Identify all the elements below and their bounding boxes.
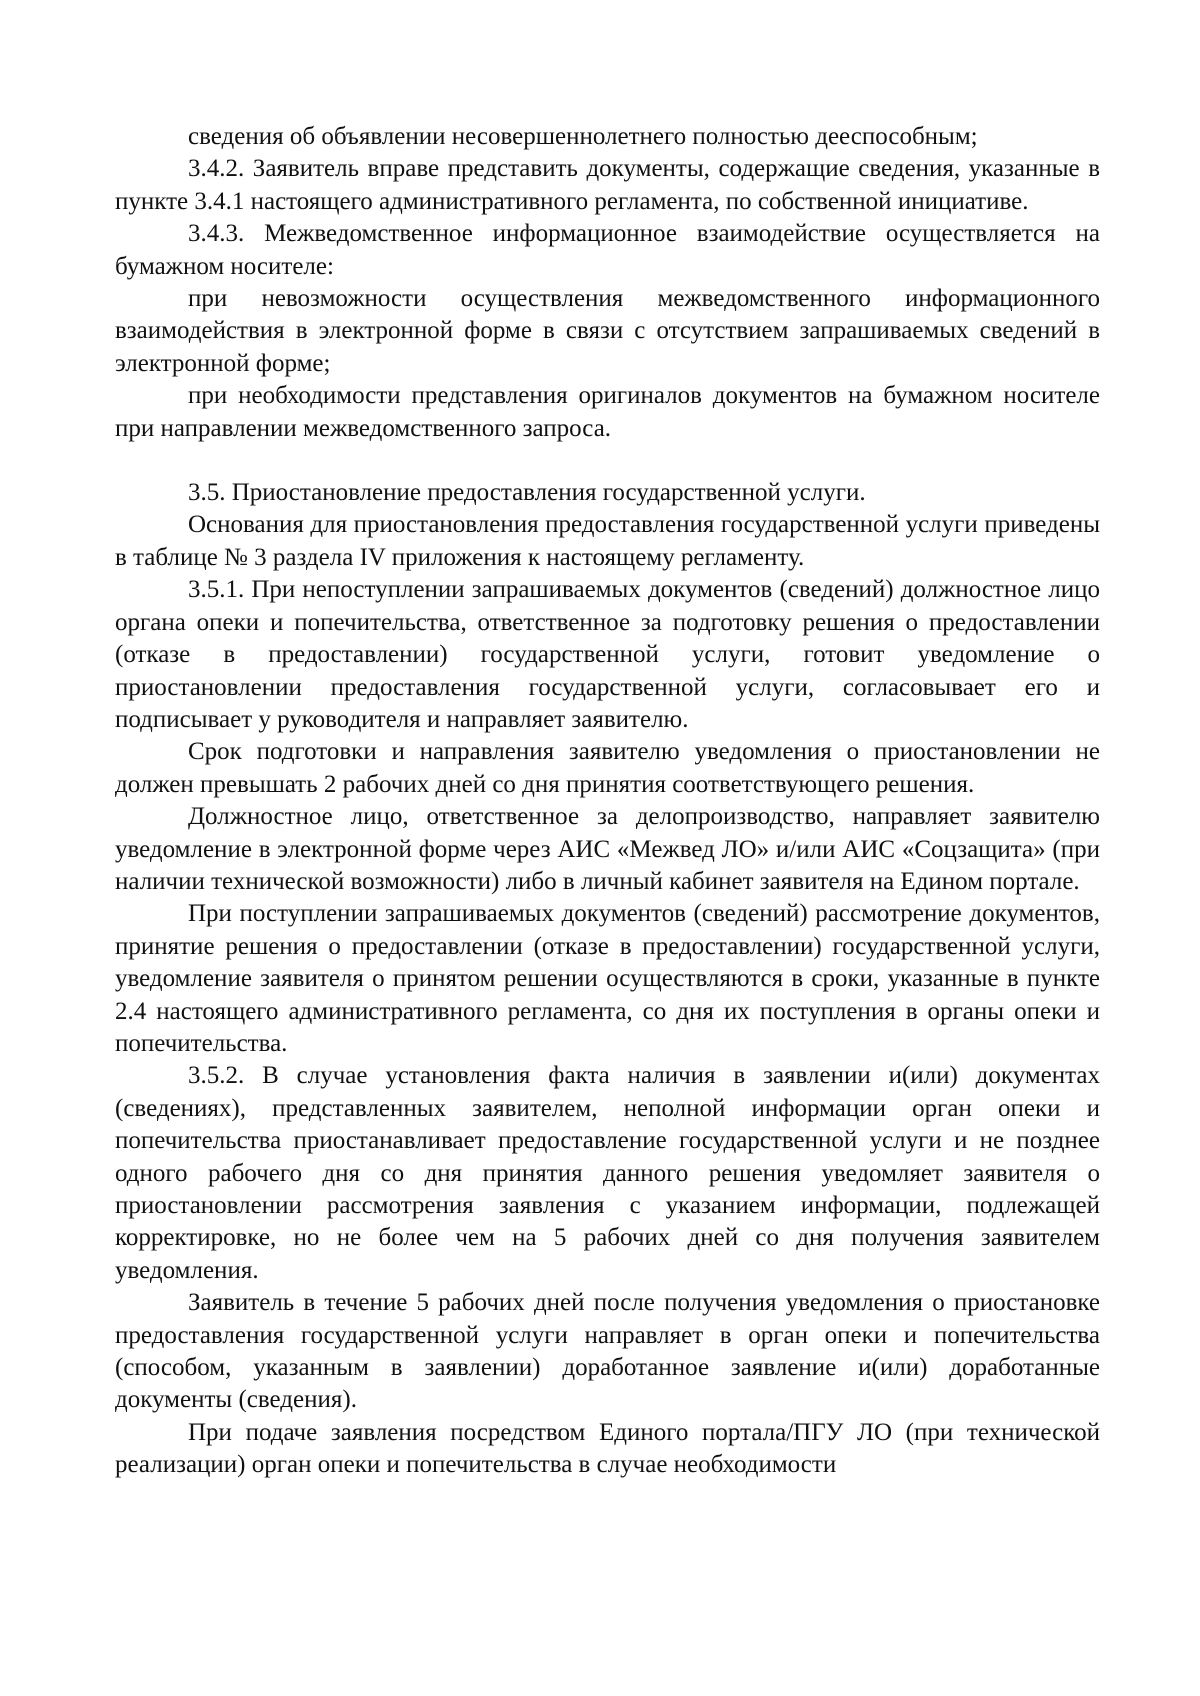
paragraph-no-electronic-exchange: при невозможности осуществления межведомственного информационного взаимодействия в электронной форме в связи с отсутствием запрашиваемых сведений в электронной форме; <box>115 285 1100 377</box>
paragraph-notice-deadline: Срок подготовки и направления заявителю уведомления о приостановлении не должен превышать 2 рабочих дней со дня принятия соответствующего решения. <box>115 738 1100 798</box>
paragraph-3-5-2: 3.5.2. В случае установления факта наличия в заявлении и(или) документах (сведениях), представленных заявителем, неполной информации орган опеки и попечительства приостанавливает предоставление государственной услуги и не позднее одного рабочего дня со дня принятия данного решения уведомляет заявителя о приостановлении рассмотрения заявления с указанием информации, подлежащей корректировке, но не более чем на 5 рабочих дней со дня получения заявителем уведомления. <box>115 1062 1100 1284</box>
paragraph-documents-received: При поступлении запрашиваемых документов (сведений) рассмотрение документов, принятие решения о предоставлении (отказе в предоставлении) государственной услуги, уведомление заявителя о принятом решении осуществляются в сроки, указанные в пункте 2.4 настоящего административного регламента, со дня их поступления в органы опеки и попечительства. <box>115 900 1100 1057</box>
paragraph-3-5-1: 3.5.1. При непоступлении запрашиваемых документов (сведений) должностное лицо органа опеки и попечительства, ответственное за подготовку решения о предоставлении (отказе в предоставлении) государственной услуги, готовит уведомление о приостановлении предоставления государственной услуги, согласовывает его и подписывает у руководителя и направляет заявителю. <box>115 576 1100 733</box>
paragraph-portal-submission: При подаче заявления посредством Единого портала/ПГУ ЛО (при технической реализации) орган опеки и попечительства в случае необходимости <box>115 1418 1100 1479</box>
paragraph-minor-emancipation: сведения об объявлении несовершеннолетнего полностью дееспособным; <box>188 123 978 150</box>
section-spacer <box>115 445 1100 477</box>
paragraph-originals-required: при необходимости представления оригиналов документов на бумажном носителе при направлении межведомственного запроса. <box>115 382 1100 442</box>
paragraph-3-4-2: 3.4.2. Заявитель вправе представить документы, содержащие сведения, указанные в пункте 3.4.1 настоящего административного регламента, по собственной инициативе. <box>115 155 1100 215</box>
paragraph-electronic-notice: Должностное лицо, ответственное за делопроизводство, направляет заявителю уведомление в электронной форме через АИС «Межвед ЛО» и/или АИС «Соцзащита» (при наличии технической возможности) либо в личный кабинет заявителя на Едином портале. <box>115 803 1100 895</box>
section-heading-3-5: 3.5. Приостановление предоставления государственной услуги. <box>188 479 866 507</box>
paragraph-suspension-grounds: Основания для приостановления предоставления государственной услуги приведены в таблице № 3 раздела IV приложения к настоящему регламенту. <box>115 511 1100 571</box>
paragraph-3-4-3: 3.4.3. Межведомственное информационное взаимодействие осуществляется на бумажном носителе: <box>115 220 1100 280</box>
paragraph-applicant-resubmission: Заявитель в течение 5 рабочих дней после получения уведомления о приостановке предоставления государственной услуги направляет в орган опеки и попечительства (способом, указанным в заявлении) доработанное заявление и(или) доработанные документы (сведения). <box>115 1289 1100 1414</box>
